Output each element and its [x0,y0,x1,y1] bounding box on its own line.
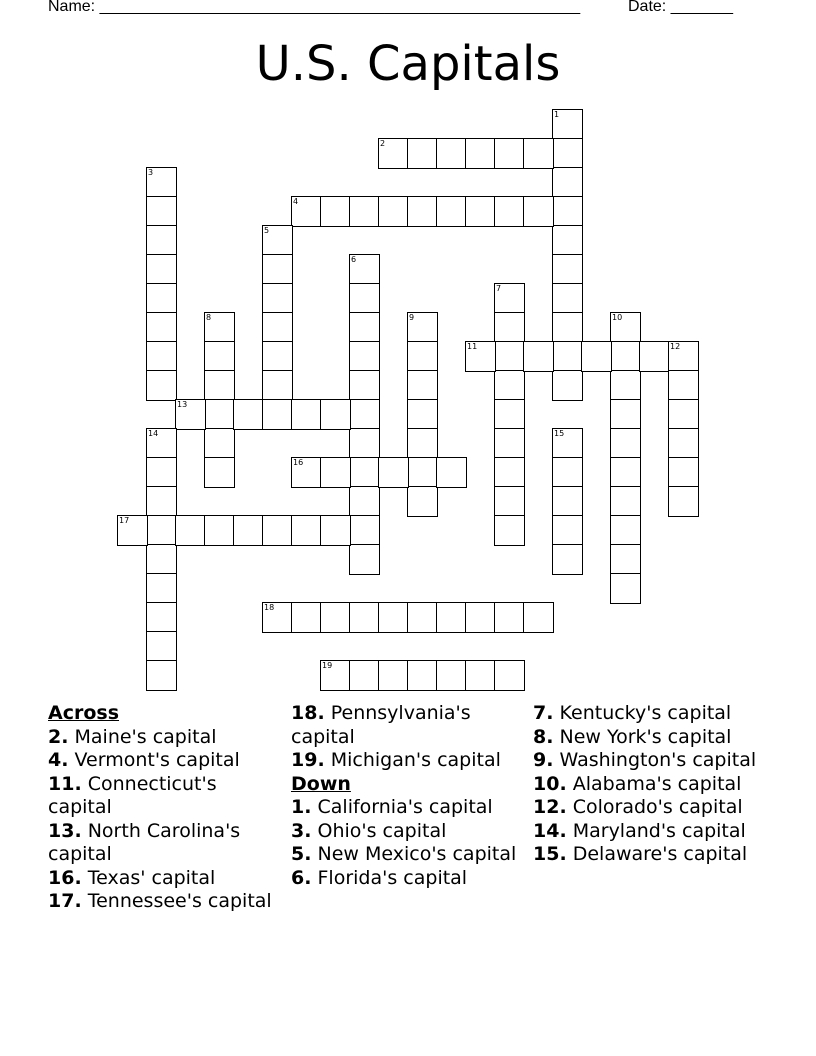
grid-cell[interactable] [349,544,380,575]
grid-cell[interactable] [349,399,380,430]
grid-cell[interactable] [610,457,641,488]
grid-cell[interactable] [117,515,148,546]
grid-cell[interactable] [552,312,583,343]
grid-cell[interactable] [581,341,612,372]
grid-cell[interactable] [407,660,438,691]
grid-cell[interactable] [233,515,264,546]
grid-cell[interactable] [262,283,293,314]
grid-cell[interactable] [204,399,235,430]
grid-cell[interactable] [378,196,409,227]
clues-column-3 [533,702,773,867]
clue-text: Delaware's capital [572,843,748,865]
grid-cell[interactable] [552,138,583,169]
grid-cell[interactable] [610,573,641,604]
grid-cell[interactable] [436,457,467,488]
grid-cell[interactable] [349,196,380,227]
clue-across-4 [48,749,283,773]
grid-cell[interactable] [523,138,554,169]
grid-cell[interactable] [204,341,235,372]
grid-cell[interactable] [668,428,699,459]
grid-cell[interactable] [407,341,438,372]
grid-cell[interactable] [146,457,177,488]
clue-text: Colorado's capital [572,796,743,818]
clue-number: 5. [291,843,312,865]
grid-cell[interactable] [146,544,177,575]
grid-cell[interactable] [146,486,177,517]
grid-cell[interactable] [349,515,380,546]
grid-cell[interactable] [552,196,583,227]
grid-cell[interactable] [552,486,583,517]
grid-cell[interactable] [378,457,409,488]
grid-cell[interactable] [436,602,467,633]
grid-cell[interactable] [552,515,583,546]
grid-cell[interactable] [436,196,467,227]
cell-number: 14 [148,429,159,438]
cell-number: 15 [554,429,565,438]
grid-cell[interactable] [552,167,583,198]
clue-down-7 [533,702,773,726]
grid-cell[interactable] [668,399,699,430]
down-heading: Down [291,772,351,795]
across-heading: Across [48,702,120,724]
grid-cell[interactable] [349,486,380,517]
grid-cell[interactable] [146,631,177,662]
grid-cell[interactable] [494,341,525,372]
clue-number: 17. [48,890,82,912]
clue-text: North Carolina's capital [48,819,241,865]
grid-cell[interactable] [552,428,583,459]
clue-text: Texas' capital [87,866,216,889]
grid-cell[interactable] [204,370,235,401]
grid-cell[interactable] [523,602,554,633]
clue-text: Pennsylvania's capital [291,702,471,748]
grid-cell[interactable] [610,515,641,546]
grid-cell[interactable] [262,341,293,372]
grid-cell[interactable] [494,515,525,546]
cell-number: 2 [380,139,386,148]
grid-cell[interactable] [639,341,670,372]
cell-number: 8 [206,313,212,322]
grid-cell[interactable] [262,399,293,430]
grid-cell[interactable] [349,341,380,372]
grid-cell[interactable] [610,544,641,575]
grid-cell[interactable] [465,138,496,169]
clue-text: New York's capital [559,725,732,748]
grid-cell[interactable] [552,225,583,256]
grid-cell[interactable] [146,573,177,604]
grid-cell[interactable] [262,254,293,285]
clue-text: Vermont's capital [74,749,240,771]
grid-cell[interactable] [262,602,293,633]
grid-cell[interactable] [407,399,438,430]
grid-cell[interactable] [320,196,351,227]
grid-cell[interactable] [465,196,496,227]
grid-cell[interactable] [204,428,235,459]
clue-text: Michigan's capital [330,749,501,771]
cell-number: 10 [612,313,623,322]
grid-cell[interactable] [378,602,409,633]
grid-cell[interactable] [494,457,525,488]
grid-cell[interactable] [291,457,322,488]
grid-cell[interactable] [146,167,177,198]
grid-cell[interactable] [349,428,380,459]
clue-number: 7. [533,702,554,724]
cell-number: 17 [119,516,130,525]
cell-number: 9 [409,313,415,322]
clue-number: 8. [533,725,554,748]
grid-cell[interactable] [494,370,525,401]
grid-cell[interactable] [436,660,467,691]
grid-cell[interactable] [378,138,409,169]
grid-cell[interactable] [349,660,380,691]
clue-number: 11. [48,772,82,795]
grid-cell[interactable] [349,283,380,314]
clue-down-9 [533,749,773,773]
grid-cell[interactable] [146,225,177,256]
grid-cell[interactable] [262,370,293,401]
grid-cell[interactable] [146,341,177,372]
clue-down-5 [291,843,526,867]
grid-cell[interactable] [552,544,583,575]
grid-cell[interactable] [668,457,699,488]
grid-cell[interactable] [494,660,525,691]
grid-cell[interactable] [552,109,583,140]
cell-number: 5 [264,226,270,235]
clue-text: Maryland's capital [572,819,746,842]
cell-number: 16 [293,458,304,467]
clue-number: 14. [533,819,567,842]
grid-cell[interactable] [494,138,525,169]
grid-cell[interactable] [523,341,554,372]
grid-cell[interactable] [320,457,351,488]
grid-cell[interactable] [407,486,438,517]
clue-number: 16. [48,866,82,889]
grid-cell[interactable] [610,428,641,459]
grid-cell[interactable] [175,399,206,430]
grid-cell[interactable] [349,312,380,343]
clues-column-1 [48,702,283,914]
cell-number: 6 [351,255,357,264]
clue-text: California's capital [317,796,493,818]
grid-cell[interactable] [407,428,438,459]
grid-cell[interactable] [262,515,293,546]
grid-cell[interactable] [146,254,177,285]
grid-cell[interactable] [552,341,583,372]
grid-cell[interactable] [320,602,351,633]
grid-cell[interactable] [291,399,322,430]
grid-cell[interactable] [320,660,351,691]
clue-number: 9. [533,749,554,771]
grid-cell[interactable] [146,196,177,227]
clue-text: Tennessee's capital [87,890,272,912]
cell-number: 19 [322,661,333,670]
clue-down-14 [533,820,773,844]
grid-cell[interactable] [668,486,699,517]
clue-across-11 [48,773,283,820]
clue-number: 13. [48,819,82,842]
grid-cell[interactable] [552,370,583,401]
grid-cell[interactable] [610,312,641,343]
grid-cell[interactable] [494,196,525,227]
grid-cell[interactable] [552,283,583,314]
cell-number: 4 [293,197,299,206]
grid-cell[interactable] [349,457,380,488]
clue-number: 3. [291,819,312,842]
clue-number: 4. [48,749,69,771]
grid-cell[interactable] [146,283,177,314]
cell-number: 1 [554,110,560,119]
grid-cell[interactable] [465,660,496,691]
grid-cell[interactable] [291,196,322,227]
grid-cell[interactable] [204,457,235,488]
grid-cell[interactable] [146,428,177,459]
clue-across-13 [48,820,283,867]
clue-text: Kentucky's capital [559,702,732,724]
grid-cell[interactable] [494,486,525,517]
grid-cell[interactable] [407,370,438,401]
clues-column-2 [291,702,526,890]
clue-across-16 [48,867,283,891]
grid-cell[interactable] [552,254,583,285]
grid-cell[interactable] [610,486,641,517]
grid-cell[interactable] [349,254,380,285]
grid-cell[interactable] [146,602,177,633]
grid-cell[interactable] [552,457,583,488]
grid-cell[interactable] [291,602,322,633]
grid-cell[interactable] [407,138,438,169]
grid-cell[interactable] [494,312,525,343]
clue-number: 12. [533,796,567,818]
clue-across-19 [291,749,526,773]
clue-number: 19. [291,749,325,771]
clue-number: 18. [291,702,325,724]
grid-cell[interactable] [349,602,380,633]
grid-cell[interactable] [146,370,177,401]
cell-number: 11 [467,342,478,351]
grid-cell[interactable] [494,428,525,459]
clue-text: Alabama's capital [572,772,742,795]
clue-down-15 [533,843,773,867]
clue-text: Ohio's capital [317,819,447,842]
grid-cell[interactable] [668,370,699,401]
clue-number: 1. [291,796,312,818]
clue-down-10 [533,773,773,797]
clue-down-1 [291,796,526,820]
clue-text: New Mexico's capital [317,843,517,865]
grid-cell[interactable] [523,196,554,227]
clue-down-12 [533,796,773,820]
grid-cell[interactable] [204,312,235,343]
grid-cell[interactable] [204,515,235,546]
grid-cell[interactable] [494,602,525,633]
grid-cell[interactable] [291,515,322,546]
clue-text: Washington's capital [559,749,757,771]
clue-text: Florida's capital [317,866,468,889]
cell-number: 7 [496,284,502,293]
grid-cell[interactable] [436,138,467,169]
cell-number: 18 [264,603,275,612]
grid-cell[interactable] [378,660,409,691]
clue-down-6 [291,867,526,891]
grid-cell[interactable] [465,602,496,633]
grid-cell[interactable] [610,370,641,401]
grid-cell[interactable] [262,312,293,343]
clue-number: 10. [533,772,567,795]
grid-cell[interactable] [407,602,438,633]
grid-cell[interactable] [146,515,177,546]
clue-number: 15. [533,843,567,865]
cell-number: 3 [148,168,154,177]
clue-across-17 [48,890,283,914]
grid-cell[interactable] [175,515,206,546]
grid-cell[interactable] [610,341,641,372]
grid-cell[interactable] [146,312,177,343]
grid-cell[interactable] [465,341,496,372]
clue-down-8 [533,726,773,750]
clue-number: 2. [48,725,69,748]
clue-text: Connecticut's capital [48,772,217,818]
page-title: U.S. Capitals [255,36,561,92]
clue-number: 6. [291,866,312,889]
clue-text: Maine's capital [74,725,217,748]
grid-cell[interactable] [494,399,525,430]
grid-cell[interactable] [407,196,438,227]
grid-cell[interactable] [610,399,641,430]
grid-cell[interactable] [668,341,699,372]
grid-cell[interactable] [320,399,351,430]
cell-number: 12 [670,342,681,351]
name-line: Name: ______________________________________________________ [48,0,581,15]
grid-cell[interactable] [407,457,438,488]
grid-cell[interactable] [349,370,380,401]
grid-cell[interactable] [262,225,293,256]
grid-cell[interactable] [233,399,264,430]
grid-cell[interactable] [494,283,525,314]
grid-cell[interactable] [320,515,351,546]
cell-number: 13 [177,400,188,409]
clue-down-3 [291,820,526,844]
date-line: Date: _______ [628,0,733,15]
clue-across-18 [291,702,526,749]
clue-across-2 [48,726,283,750]
grid-cell[interactable] [146,660,177,691]
grid-cell[interactable] [407,312,438,343]
